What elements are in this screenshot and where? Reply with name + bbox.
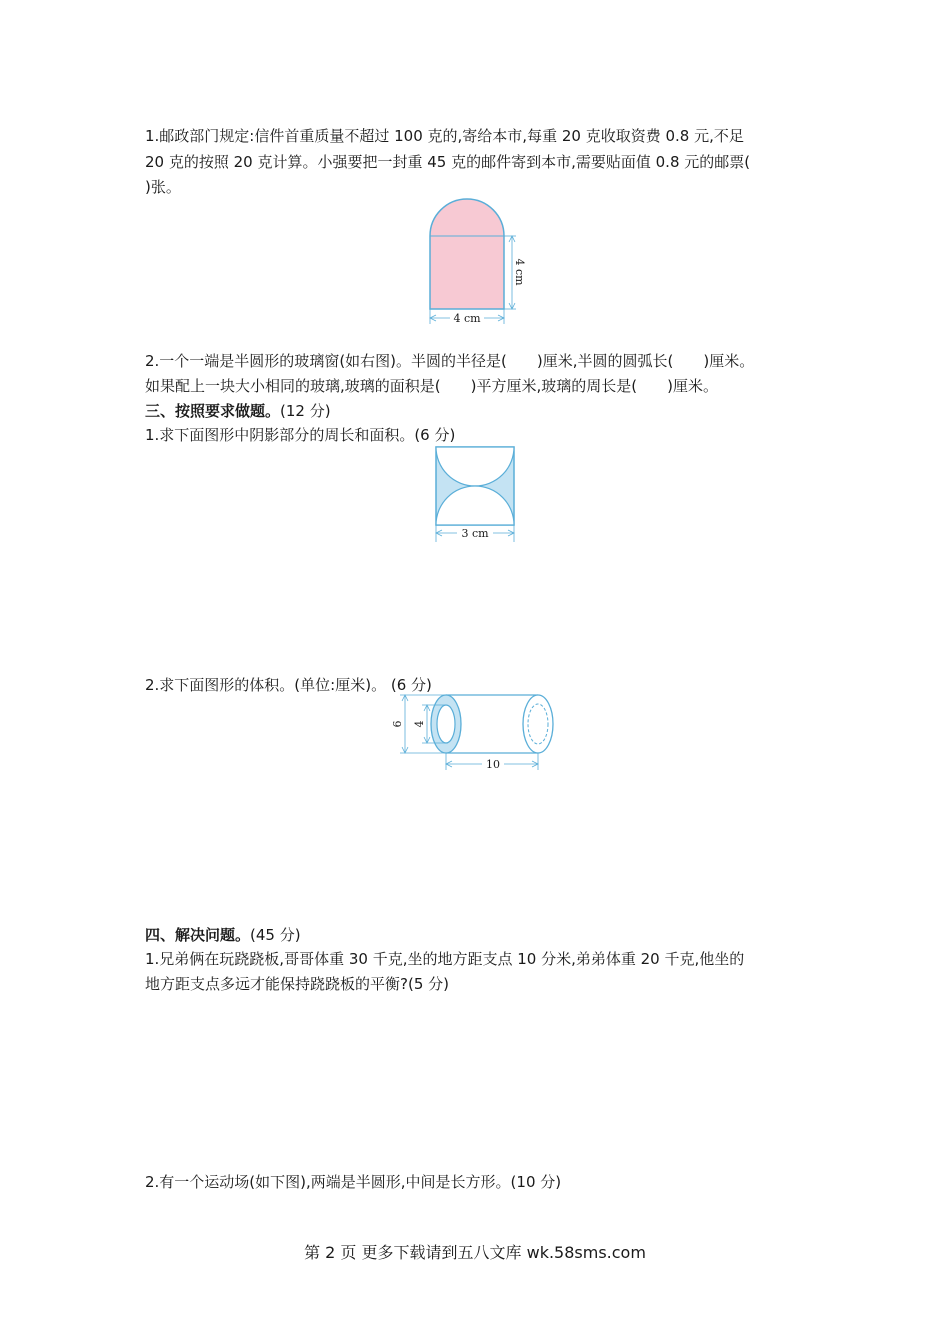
question-text: 地方距支点多远才能保持跷跷板的平衡?(5 分) <box>145 975 449 993</box>
section-heading <box>145 401 331 421</box>
section-heading-score: (12 分) <box>280 402 331 420</box>
question-text: 20 克的按照 20 克计算。小强要把一封重 45 克的邮件寄到本市,需要贴面值 0.8 元的邮票( <box>145 153 751 171</box>
question-text: 2.有一个运动场(如下图),两端是半圆形,中间是长方形。(10 分) <box>145 1173 562 1191</box>
question-text: 如果配上一块大小相同的玻璃,玻璃的面积是( )平方厘米,玻璃的周长是( )厘米。 <box>145 377 718 395</box>
question-text: 2.一个一端是半圆形的玻璃窗(如右图)。半圆的半径是( )厘米,半圆的圆弧长( )厘米。 <box>145 352 755 370</box>
question-text: 2.求下面图形的体积。(单位:厘米)。 (6 分) <box>145 676 432 694</box>
width-label: 3 cm <box>461 527 489 540</box>
question-text: )张。 <box>145 178 181 196</box>
section-heading-title: 三、按照要求做题。 <box>145 402 281 420</box>
window-figure <box>420 196 530 328</box>
shaded-square-figure <box>428 444 523 546</box>
section-heading-score: (45 分) <box>250 926 301 944</box>
window-shape <box>430 199 504 309</box>
section-heading <box>145 925 301 945</box>
width-label: 4 cm <box>453 312 481 325</box>
question-text: 1.邮政部门规定:信件首重质量不超过 100 克的,寄给本市,每重 20 克收取资费 0.8 元,不足 <box>145 127 744 145</box>
pipe-figure <box>392 692 562 774</box>
inner-diameter-label: 4 <box>413 720 426 728</box>
section-heading-title: 四、解决问题。 <box>145 926 251 944</box>
outer-diameter-label: 6 <box>392 720 404 728</box>
height-label: 4 cm <box>513 258 526 286</box>
question-text: 1.求下面图形中阴影部分的周长和面积。(6 分) <box>145 426 456 444</box>
question-text: 1.兄弟俩在玩跷跷板,哥哥体重 30 千克,坐的地方距支点 10 分米,弟弟体重 20 千克,他坐的 <box>145 950 745 968</box>
page-footer: 第 2 页 更多下载请到五八文库 wk.58sms.com <box>304 1243 646 1262</box>
length-label: 10 <box>486 758 500 771</box>
